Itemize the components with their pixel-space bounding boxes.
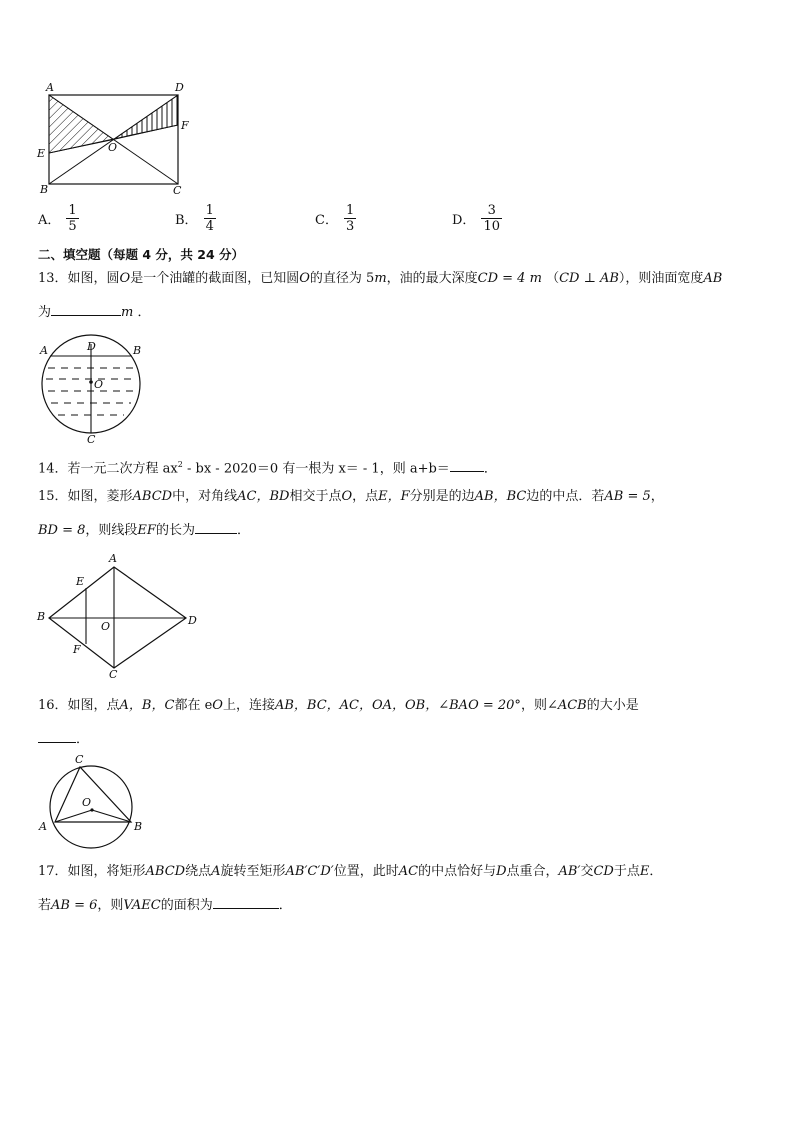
q17-line2: 若AB = 6，则VAEC的面积为 ．: [38, 895, 292, 915]
answer-blank[interactable]: [213, 895, 279, 909]
q12-figure: [30, 78, 200, 198]
q16-label-a: A: [39, 820, 47, 833]
q15-label-c: C: [109, 668, 118, 681]
q12-label-c: C: [173, 184, 182, 197]
q16-line2: ．: [38, 729, 89, 749]
q15-label-a: A: [109, 552, 117, 565]
q17-line1: 17．如图，将矩形ABCD绕点A旋转至矩形AB′C′D′位置，此时AC的中点恰好与D点重合，AB′交CD于点E．: [38, 864, 663, 879]
q13-line2: 为 m ．: [38, 302, 151, 322]
answer-blank[interactable]: [450, 458, 484, 472]
q12-shaded-left: [49, 95, 114, 153]
answer-blank[interactable]: [38, 729, 76, 743]
q13-label-c: C: [87, 433, 96, 446]
q15-label-e: E: [76, 575, 85, 588]
q15-figure: [34, 550, 204, 680]
fraction: $\frac{1}{4}$: [205, 203, 214, 234]
q13-label-a: A: [40, 344, 48, 357]
q16-figure: [34, 752, 152, 838]
q13-line1: 13．如图，圆O是一个油罐的截面图，已知圆O的直径为 5m，油的最大深度CD = 4 m （CD ⊥ AB），则油面宽度AB: [38, 271, 723, 286]
q16-label-o: O: [82, 796, 92, 809]
q12-label-b: B: [40, 183, 49, 196]
q15-label-b: B: [37, 610, 46, 623]
q15-line2: BD = 8，则线段EF的长为 ．: [38, 520, 250, 540]
q12-label-d: D: [175, 81, 184, 94]
q13-label-d: D: [87, 340, 96, 353]
q12-label-a: A: [46, 81, 54, 94]
fraction: $\frac{1}{3}$: [345, 203, 355, 234]
q13-figure: [36, 338, 148, 446]
q13-label-o: O: [94, 378, 104, 391]
q16-line1: 16．如图，点A，B，C都在 eO上，连接AB，BC，AC，OA，OB，∠BAO = 20°，则∠ACB的大小是: [38, 698, 639, 713]
q14-line: 14．若一元二次方程 $ax^2$ - bx - 2020＝0 有一根为 x＝ - 1，则 a+b＝ ．: [38, 460, 497, 477]
section-title: 二、填空题（每题 4 分，共 24 分）: [38, 247, 245, 262]
q12-option-d: D． $\frac{3}{10}$: [452, 203, 500, 234]
answer-blank[interactable]: [195, 520, 237, 534]
q16-label-c: C: [75, 753, 84, 766]
q12-label-o: O: [108, 141, 118, 154]
q12-option-c: C． $\frac{1}{3}$: [315, 203, 355, 234]
fraction: $\frac{3}{10}$: [483, 203, 500, 234]
q12-label-e: E: [37, 147, 46, 160]
q12-option-b: B． $\frac{1}{4}$: [175, 203, 214, 234]
q15-label-f: F: [73, 643, 81, 656]
q15-label-d: D: [188, 614, 197, 627]
q16-label-b: B: [134, 820, 143, 833]
q16-triangle: [55, 767, 131, 822]
fraction: $\frac{1}{5}$: [68, 203, 77, 234]
q15-line1: 15．如图，菱形ABCD中，对角线AC，BD相交于点O，点E，F分别是的边AB，BC边的中点．若AB = 5，: [38, 489, 664, 504]
q12-option-a: A． $\frac{1}{5}$: [38, 203, 77, 234]
q12-label-f: F: [181, 119, 189, 132]
q15-label-o: O: [101, 620, 111, 633]
q13-label-b: B: [133, 344, 142, 357]
answer-blank[interactable]: [51, 302, 121, 316]
